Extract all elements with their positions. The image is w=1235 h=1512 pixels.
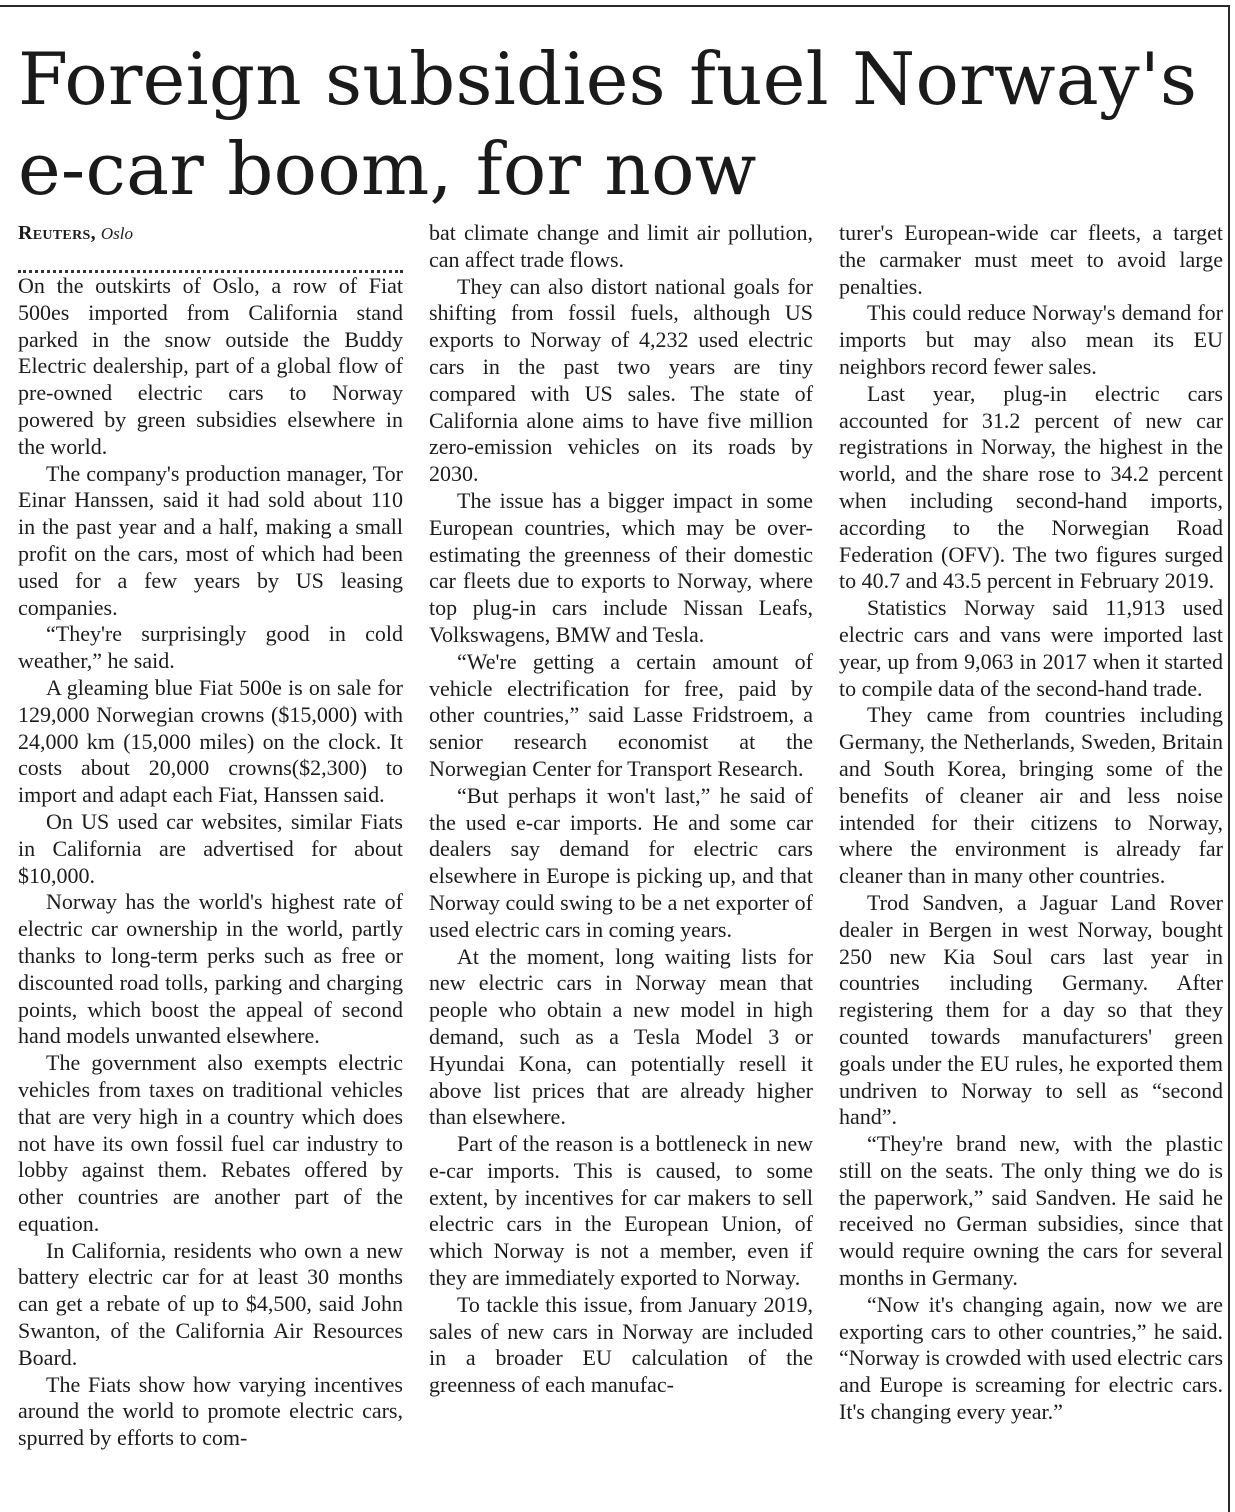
paragraph-continuation: bat climate change and limit air pollution, can affect trade flows. — [429, 220, 813, 272]
paragraph: This could reduce Norway's demand for imports but may also mean its EU neighbors record fewer sales. — [839, 300, 1223, 379]
paragraph: They can also distort national goals for shifting from fossil fuels, although US exports to Norway of 4,232 used electric cars in the past two years are tiny compared with US sales. The state of California alone aims to have five million zero-emission vehicles on its roads by 2030. — [429, 273, 813, 487]
top-rule — [0, 5, 1228, 7]
paragraph: On the outskirts of Oslo, a row of Fiat 500es imported from California stand parked in the snow outside the Buddy Electric dealership, part of a global flow of pre-owned electric cars to Norway powered by green subsidies elsewhere in the world. — [18, 273, 403, 459]
byline-location: Oslo — [100, 224, 133, 243]
article-column-3 — [839, 220, 1223, 1512]
right-rule — [1228, 5, 1230, 1512]
headline: Foreign subsidies fuel Norway's e-car boom, for now — [18, 37, 1198, 211]
byline — [18, 220, 403, 247]
paragraph: At the moment, long waiting lists for new electric cars in Norway mean that people who obtain a new model in high demand, such as a Tesla Model 3 or Hyundai Kona, can potentially resell it above list prices that are already higher than elsewhere. — [429, 943, 813, 1130]
paragraph: In California, residents who own a new battery electric car for at least 30 months can get a rebate of up to $4,500, said John Swanton, of the California Air Resources Board. — [18, 1237, 403, 1370]
paragraph: “They're brand new, with the plastic still on the seats. The only thing we do is the paperwork,” said Sandven. He said he received no German subsidies, since that would require owning the cars for several months in Germany. — [839, 1131, 1223, 1291]
byline-agency: Reuters, — [18, 222, 96, 244]
paragraph: The Fiats show how varying incentives around the world to promote electric cars, spurred by efforts to com- — [18, 1371, 403, 1451]
article-column-1 — [18, 220, 403, 1512]
paragraph: “But perhaps it won't last,” he said of the used e-car imports. He and some car dealers say demand for electric cars elsewhere in Europe is picking up, and that Norway could swing to be a net exporter of used electric cars in coming years. — [429, 782, 813, 942]
article-column-2 — [429, 220, 813, 1512]
paragraph: Last year, plug-in electric cars accounted for 31.2 percent of new car registrations in Norway, the highest in the world, and the share rose to 34.2 percent when including second-hand imports, according to the Norwegian Road Federation (OFV). The two figures surged to 40.7 and 43.5 percent in February 2019. — [839, 380, 1223, 594]
paragraph: Trod Sandven, a Jaguar Land Rover dealer in Bergen in west Norway, bought 250 new Kia Soul cars last year in countries including Germany. After registering them for a day so that they counted towards manufacturers' green goals under the EU rules, he exported them undriven to Norway to sell as “second hand”. — [839, 889, 1223, 1130]
paragraph: Part of the reason is a bottleneck in new e-car imports. This is caused, to some extent, by incentives for car makers to sell electric cars in the European Union, of which Norway is not a member, even if they are immediately exported to Norway. — [429, 1131, 813, 1291]
paragraph: “Now it's changing again, now we are exporting cars to other countries,” he said. “Norway is crowded with used electric cars and Europe is screaming for electric cars. It's changing every year.” — [839, 1291, 1223, 1425]
paragraph: A gleaming blue Fiat 500e is on sale for 129,000 Norwegian crowns ($15,000) with 24,000 km (15,000 miles) on the clock. It costs about 20,000 crowns($2,300) to import and adapt each Fiat, Hanssen said. — [18, 674, 403, 808]
paragraph: To tackle this issue, from January 2019, sales of new cars in Norway are included in a broader EU calculation of the greenness of each manufac- — [429, 1291, 813, 1398]
paragraph: On US used car websites, similar Fiats in California are advertised for about $10,000. — [18, 808, 403, 888]
paragraph: The government also exempts electric vehicles from taxes on traditional vehicles that are very high in a country which does not have its own fossil fuel car industry to lobby against them. Rebates offered by other countries are another part of the equation. — [18, 1050, 403, 1236]
paragraph: “We're getting a certain amount of vehicle electrification for free, paid by other countries,” said Lasse Fridstroem, a senior research economist at the Norwegian Center for Transport Research. — [429, 648, 813, 781]
paragraph: Norway has the world's highest rate of electric car ownership in the world, partly thanks to long-term perks such as free or discounted road tolls, parking and charging points, which boost the appeal of second hand models unwanted elsewhere. — [18, 889, 403, 1049]
paragraph: The company's production manager, Tor Einar Hanssen, said it had sold about 110 in the past year and a half, making a small profit on the cars, most of which had been used for a few years by US leasing companies. — [18, 460, 403, 620]
paragraph: They came from countries including Germany, the Netherlands, Sweden, Britain and South Korea, bringing some of the benefits of cleaner air and less noise intended for their citizens to Norway, where the environment is already far cleaner than in many other countries. — [839, 702, 1223, 889]
dotted-divider — [18, 247, 403, 273]
paragraph: The issue has a bigger impact in some European countries, which may be over-estimating the greenness of their domestic car fleets due to exports to Norway, where top plug-in cars include Nissan Leafs, Volkswagens, BMW and Tesla. — [429, 487, 813, 647]
paragraph: “They're surprisingly good in cold weather,” he said. — [18, 621, 403, 674]
paragraph: Statistics Norway said 11,913 used electric cars and vans were imported last year, up from 9,063 in 2017 when it started to compile data of the second-hand trade. — [839, 595, 1223, 701]
paragraph-continuation: turer's European-wide car fleets, a target the carmaker must meet to avoid large penalties. — [839, 220, 1223, 299]
